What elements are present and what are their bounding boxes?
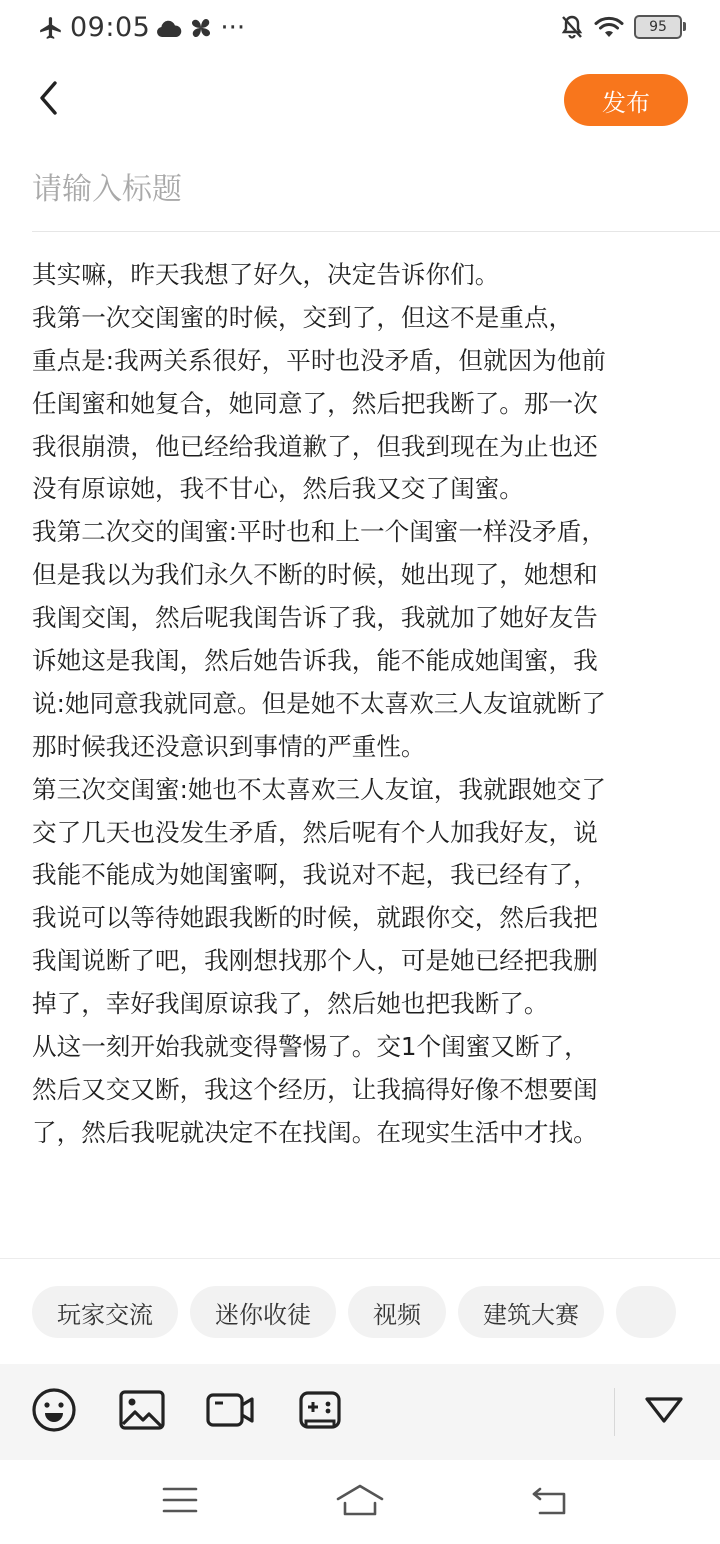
pinwheel-icon xyxy=(188,15,214,41)
body-line: 从这一刻开始我就变得警惕了。交1个闺蜜又断了， xyxy=(32,1032,589,1062)
body-line: 我第一次交闺蜜的时候，交到了，但这不是重点， xyxy=(32,302,574,332)
body-line: 重点是:我两关系很好，平时也没矛盾，但就因为他前 xyxy=(32,345,606,375)
back-icon xyxy=(530,1484,570,1520)
body-line: 掉了，幸好我闺原谅我了，然后她也把我断了。 xyxy=(32,989,549,1019)
title-divider xyxy=(32,231,720,232)
topic-chips xyxy=(32,1286,688,1338)
editor-toolbar xyxy=(0,1364,720,1460)
publish-button[interactable]: 发布 xyxy=(564,74,688,126)
airplane-icon xyxy=(38,15,64,41)
body-line: 我很崩溃，他已经给我道歉了，但我到现在为止也还 xyxy=(32,431,598,461)
body-line: 了，然后我呢就决定不在找闺。在现实生活中才找。 xyxy=(32,1117,598,1147)
body-line: 第三次交闺蜜:她也不太喜欢三人友谊，我就跟她交了 xyxy=(32,774,606,804)
body-line: 然后又交又断，我这个经历，让我搞得好像不想要闺 xyxy=(32,1074,598,1104)
body-line: 我闺交闺，然后呢我闺告诉了我，我就加了她好友告 xyxy=(32,603,598,633)
chevron-left-icon xyxy=(37,80,59,120)
collapse-icon xyxy=(644,1396,684,1428)
body-line: 其实嘛，昨天我想了好久，决定告诉你们。 xyxy=(32,260,500,289)
topic-chip[interactable]: 视频 xyxy=(348,1286,446,1338)
gamepad-icon xyxy=(298,1390,342,1434)
bell-off-icon xyxy=(560,14,584,40)
toolbar-separator xyxy=(614,1388,615,1436)
post-body[interactable] xyxy=(32,254,688,1155)
wifi-icon xyxy=(594,15,624,39)
system-nav-bar xyxy=(0,1460,720,1544)
game-button[interactable] xyxy=(296,1388,344,1436)
title-input[interactable] xyxy=(32,160,688,218)
topic-chip-partial[interactable] xyxy=(616,1286,676,1338)
image-icon xyxy=(119,1390,165,1434)
menu-button[interactable] xyxy=(156,1478,204,1526)
status-bar xyxy=(0,0,720,56)
chips-divider xyxy=(0,1258,720,1259)
back-button[interactable] xyxy=(28,76,68,124)
nav-back-button[interactable] xyxy=(526,1478,574,1526)
body-line: 没有原谅她，我不甘心，然后我又交了闺蜜。 xyxy=(32,474,524,504)
header xyxy=(0,68,720,132)
body-line: 诉她这是我闺，然后她告诉我，能不能成她闺蜜，我 xyxy=(32,646,598,676)
body-line: 说:她同意我就同意。但是她不太喜欢三人友谊就断了 xyxy=(32,688,606,718)
body-line: 但是我以为我们永久不断的时候，她出现了，她想和 xyxy=(32,560,598,590)
body-line: 我能不能成为她闺蜜啊，我说对不起，我已经有了， xyxy=(32,860,598,890)
collapse-button[interactable] xyxy=(640,1388,688,1436)
battery-icon xyxy=(634,15,682,39)
body-line: 任闺蜜和她复合，她同意了，然后把我断了。那一次 xyxy=(32,388,598,418)
body-line: 我说可以等待她跟我断的时候，就跟你交，然后我把 xyxy=(32,903,598,933)
battery-level: 95 xyxy=(649,19,667,35)
status-time: 09:05 xyxy=(70,12,151,43)
body-line: 我闺说断了吧，我刚想找那个人，可是她已经把我删 xyxy=(32,946,598,976)
home-button[interactable] xyxy=(336,1478,384,1526)
image-button[interactable] xyxy=(118,1388,166,1436)
body-line: 那时候我还没意识到事情的严重性。 xyxy=(32,731,426,761)
status-left xyxy=(38,12,245,43)
video-button[interactable] xyxy=(206,1388,254,1436)
emoji-icon xyxy=(31,1387,77,1437)
video-icon xyxy=(206,1392,254,1432)
topic-chip[interactable]: 迷你收徒 xyxy=(190,1286,336,1338)
emoji-button[interactable] xyxy=(30,1388,78,1436)
topic-chip[interactable]: 玩家交流 xyxy=(32,1286,178,1338)
cloud-icon xyxy=(156,17,182,39)
body-line: 交了几天也没发生矛盾，然后呢有个人加我好友，说 xyxy=(32,817,598,847)
status-more: ··· xyxy=(220,12,246,43)
topic-chip[interactable]: 建筑大赛 xyxy=(458,1286,604,1338)
status-right xyxy=(560,14,682,40)
home-icon xyxy=(335,1483,385,1521)
menu-icon xyxy=(162,1485,198,1519)
body-line: 我第二次交的闺蜜:平时也和上一个闺蜜一样没矛盾， xyxy=(32,517,606,547)
